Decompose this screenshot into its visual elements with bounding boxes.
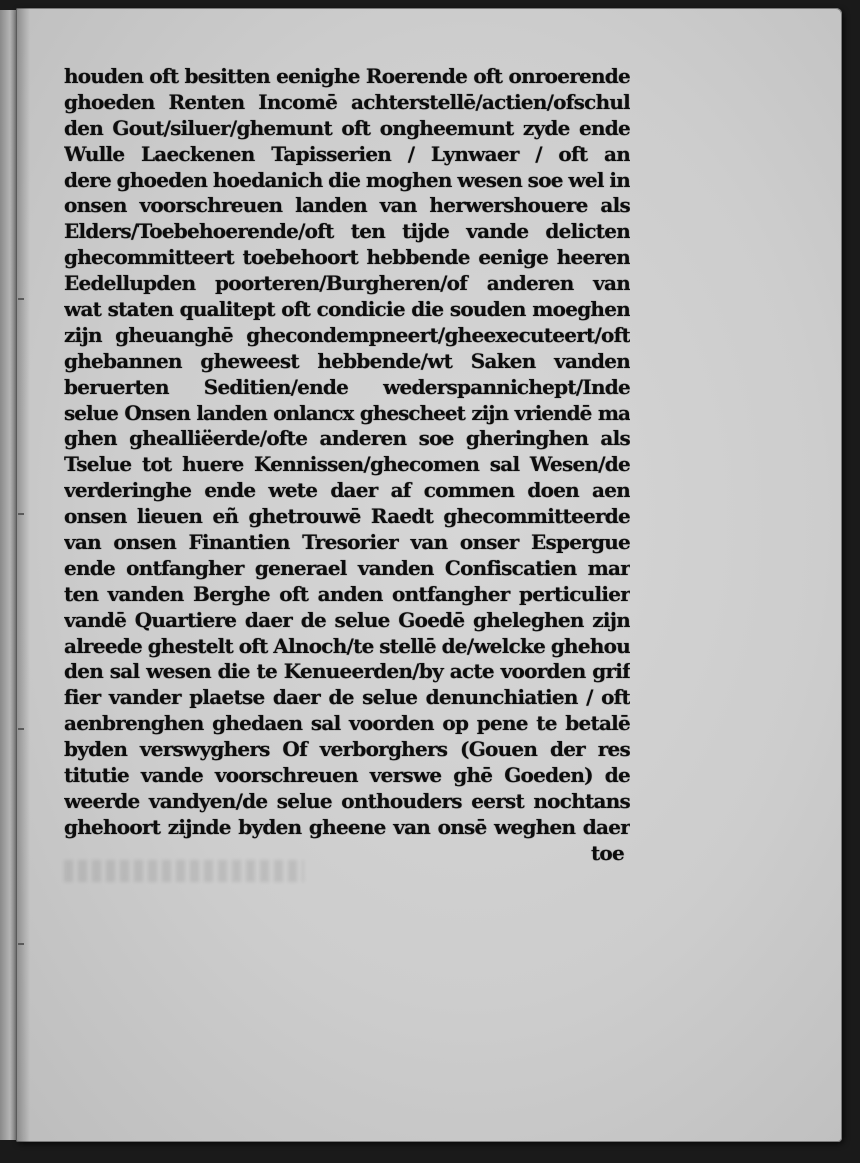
text-line: onsen lieuen eñ ghetrouwē Raedt ghecommitteerde <box>64 504 630 529</box>
text-line: den sal wesen die te Kenueerden/by acte voorden grif <box>64 659 630 684</box>
text-line: fier vander plaetse daer de selue denunchiatien / oft <box>64 685 630 710</box>
text-line: alreede ghestelt oft Alnoch/te stellē de/welcke ghehou <box>64 633 630 658</box>
gutter-shadow <box>16 8 30 1142</box>
text-line: ghen ghealliëerde/ofte anderen soe gheringhen als <box>64 426 630 451</box>
text-line: ghebannen gheweest hebbende/wt Saken vanden <box>64 348 630 373</box>
text-line: wat staten qualitept oft condicie die souden moeghen <box>64 297 630 322</box>
text-line: den Gout/siluer/ghemunt oft ongheemunt zyde ende <box>64 115 630 140</box>
text-line: byden verswyghers Of verborghers (Gouen der res <box>64 737 630 762</box>
text-line: ghecommitteert toebehoort hebbende eenige heeren <box>64 245 630 270</box>
text-line: Eedellupden poorteren/Burgheren/of anderen van <box>64 271 630 296</box>
blackletter-text-block <box>64 64 630 867</box>
binding-stitch <box>18 513 24 515</box>
binding-stitch <box>18 298 24 300</box>
text-line: zijn gheuanghē ghecondempneert/gheexecuteert/oft <box>64 322 630 347</box>
text-line: ghoeden Renten Incomē achterstellē/actien/ofschul <box>64 89 630 114</box>
text-line: vandē Quartiere daer de selue Goedē gheleghen zijn <box>64 607 630 632</box>
text-line: Tselue tot huere Kennissen/ghecomen sal Wesen/de <box>64 452 630 477</box>
text-line: van onsen Finantien Tresorier van onser Espergue <box>64 530 630 555</box>
text-line: selue Onsen landen onlancx ghescheet zijn vriendē ma <box>64 400 630 425</box>
text-line: onsen voorschreuen landen van herwershouere als <box>64 193 630 218</box>
text-line: ghehoort zijnde byden gheene van onsē weghen daer <box>64 814 630 839</box>
text-line: aenbrenghen ghedaen sal voorden op pene te betalē <box>64 711 630 736</box>
printed-page <box>16 8 842 1142</box>
text-line: ten vanden Berghe oft anden ontfangher perticulier <box>64 581 630 606</box>
text-line: titutie vande voorschreuen verswe ghē Goeden) de <box>64 763 630 788</box>
text-line: verderinghe ende wete daer af commen doen aen <box>64 478 630 503</box>
text-line: houden oft besitten eenighe Roerende oft onroerende <box>64 64 630 88</box>
text-line: Elders/Toebehoerende/oft ten tijde vande delicten <box>64 219 630 244</box>
text-line: Wulle Laeckenen Tapisserien / Lynwaer / oft an <box>64 141 630 166</box>
text-line: weerde vandyen/de selue onthouders eerst nochtans <box>64 788 630 813</box>
text-line: toe <box>590 840 624 865</box>
text-line: dere ghoeden hoedanich die moghen wesen soe wel in <box>64 167 630 192</box>
binding-stitch <box>18 728 24 730</box>
text-line: beruerten Seditien/ende wederspannichept/Inde <box>64 374 630 399</box>
text-line: ende ontfangher generael vanden Confiscatien mar <box>64 555 630 580</box>
binding-stitch <box>18 943 24 945</box>
